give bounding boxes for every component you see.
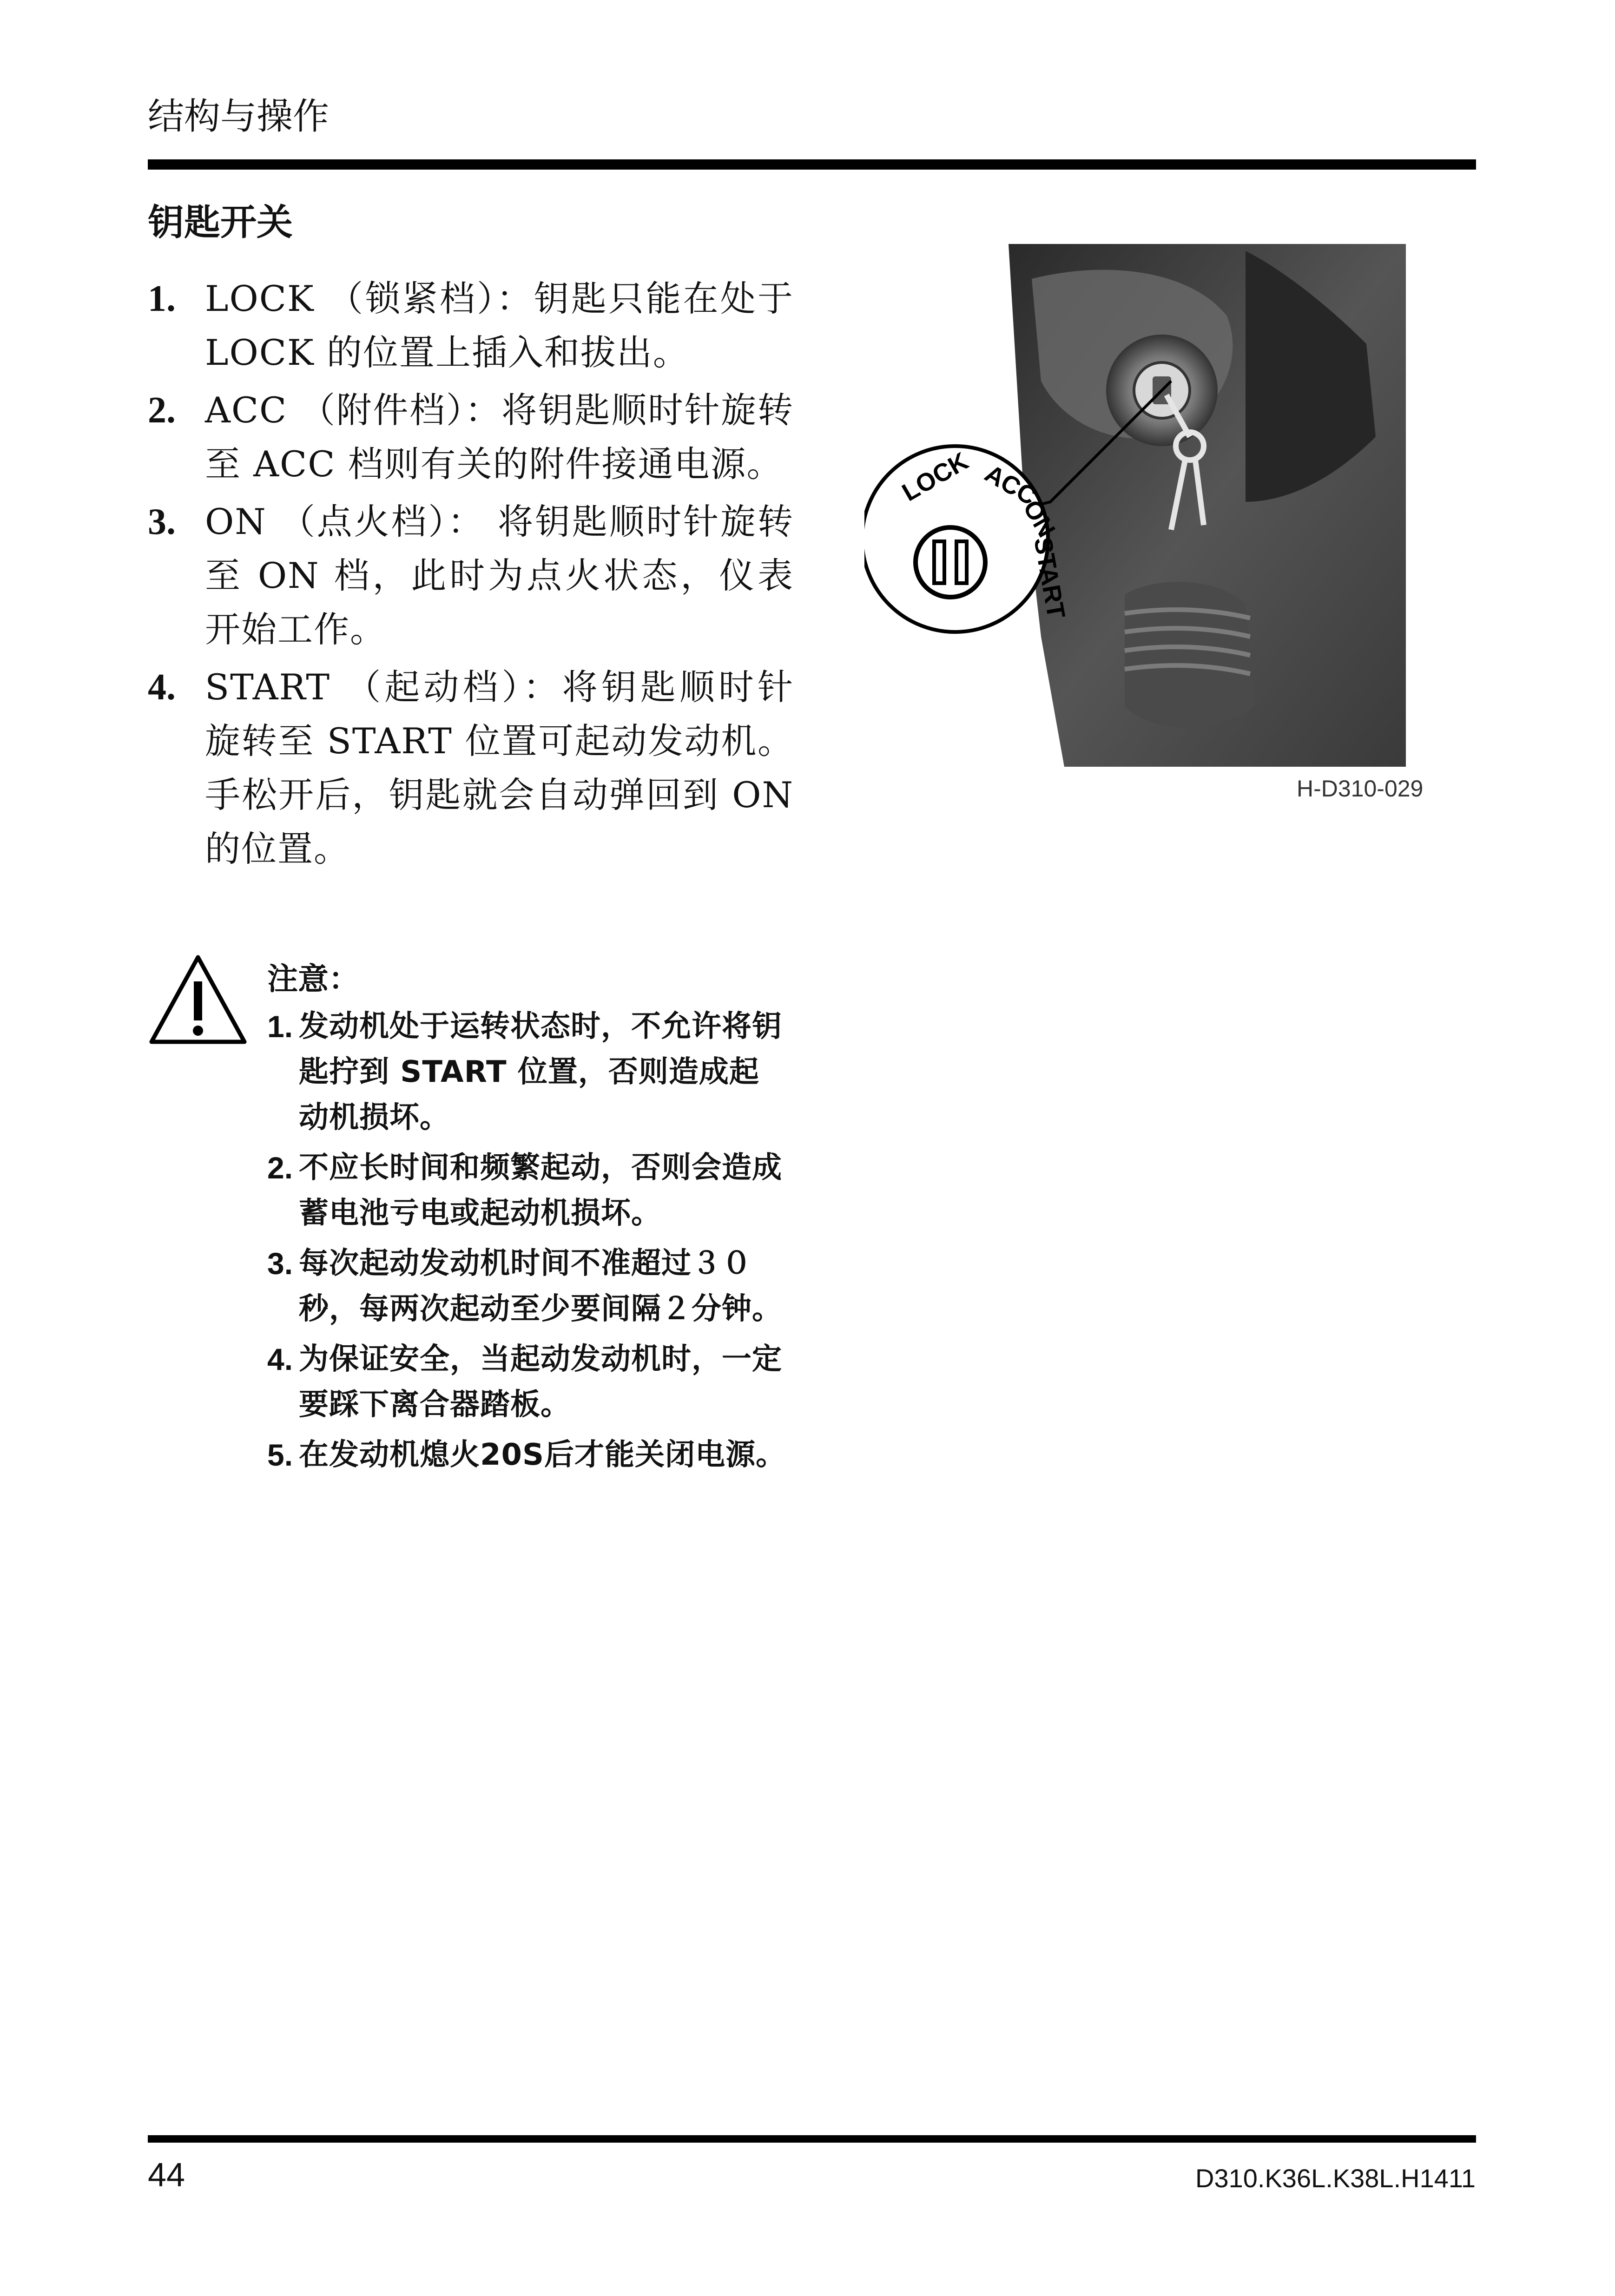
list-item bbox=[267, 1145, 788, 1236]
step-number: 2. bbox=[148, 390, 176, 431]
note-number: 3. bbox=[267, 1246, 293, 1281]
steps-list bbox=[148, 272, 794, 880]
note-text: 每次起动发动机时间不准超过３０秒，每两次起动至少要间隔２分钟。 bbox=[299, 1246, 782, 1326]
list-item bbox=[267, 1432, 788, 1478]
caution-title: 注意： bbox=[267, 961, 359, 997]
note-text: 发动机处于运转状态时，不允许将钥匙拧到 START 位置，否则造成起动机损坏。 bbox=[299, 1009, 782, 1135]
note-number: 2. bbox=[267, 1151, 293, 1185]
note-text: 不应长时间和频繁起动，否则会造成蓄电池亏电或起动机损坏。 bbox=[299, 1151, 782, 1230]
list-item bbox=[148, 272, 794, 380]
step-number: 3. bbox=[148, 501, 176, 542]
list-item bbox=[267, 1336, 788, 1428]
step-text: LOCK （锁紧档）：钥匙只能在处于 LOCK 的位置上插入和拔出。 bbox=[205, 278, 794, 373]
document-code: D310.K36L.K38L.H1411 bbox=[1195, 2164, 1476, 2193]
step-number: 4. bbox=[148, 667, 176, 708]
key-switch-figure bbox=[864, 242, 1408, 767]
acc-label: ACC bbox=[980, 459, 1042, 511]
note-number: 5. bbox=[267, 1438, 293, 1472]
note-text: 在发动机熄火20S后才能关闭电源。 bbox=[299, 1438, 786, 1472]
footer-rule bbox=[148, 2135, 1476, 2143]
lock-label: LOCK bbox=[897, 447, 973, 507]
step-text: ACC （附件档）：将钥匙顺时针旋转至 ACC 档则有关的附件接通电源。 bbox=[205, 389, 794, 485]
list-item bbox=[267, 1241, 788, 1332]
header-title: 结构与操作 bbox=[148, 96, 330, 138]
note-text: 为保证安全，当起动发动机时，一定要踩下离合器踏板。 bbox=[299, 1342, 782, 1422]
section-title: 钥匙开关 bbox=[148, 202, 293, 243]
caution-block bbox=[267, 958, 788, 1482]
list-item bbox=[267, 1004, 788, 1140]
figure-caption: H-D310-029 bbox=[1297, 776, 1424, 802]
start-label: START bbox=[1028, 535, 1070, 621]
note-number: 1. bbox=[267, 1009, 293, 1044]
list-item bbox=[148, 383, 794, 491]
page-number: 44 bbox=[148, 2157, 185, 2194]
list-item bbox=[148, 660, 794, 876]
header-rule bbox=[148, 159, 1476, 170]
list-item bbox=[148, 495, 794, 657]
step-text: ON （点火档）： 将钥匙顺时针旋转至 ON 档，此时为点火状态，仪表开始工作。 bbox=[205, 501, 794, 650]
note-number: 4. bbox=[267, 1342, 293, 1376]
warning-triangle-icon bbox=[148, 953, 248, 1046]
step-text: START （起动档）：将钥匙顺时针旋转至 START 位置可起动发动机。手松开后，钥匙就会自动弹回到 ON 的位置。 bbox=[205, 666, 794, 869]
on-label: ON bbox=[1017, 495, 1061, 542]
step-number: 1. bbox=[148, 278, 176, 319]
